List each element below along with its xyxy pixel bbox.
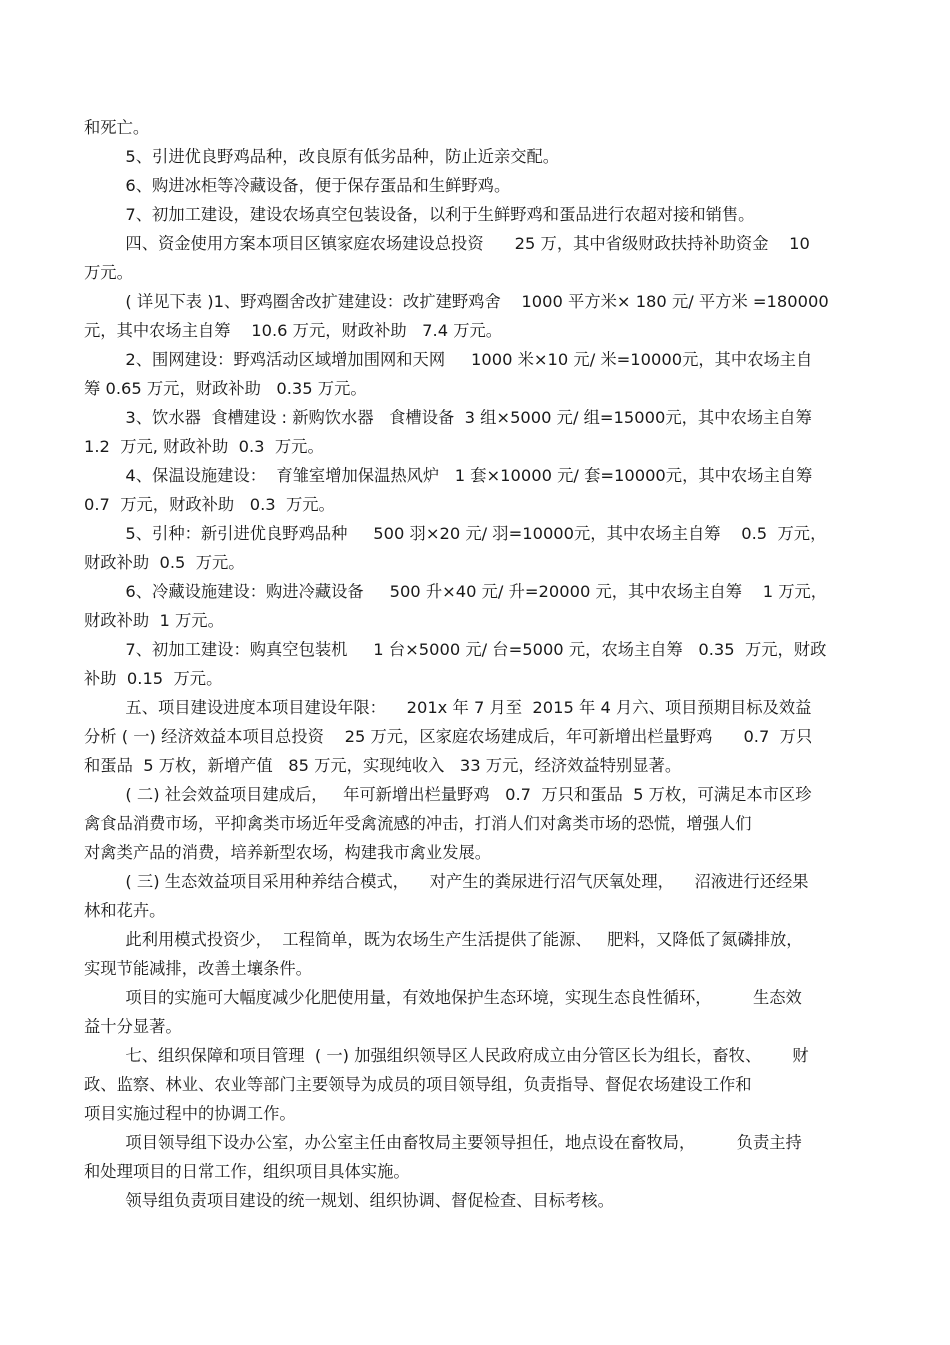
text-line: 和死亡。	[84, 118, 150, 137]
text-line: 元，其中农场主自筹 10.6 万元，财政补助 7.4 万元。	[84, 321, 503, 340]
text-line: 五、项目建设进度本项目建设年限： 201x 年 7 月至 2015 年 4 月六、项目预期目标及效益	[84, 698, 812, 717]
text-line: ( 二) 社会效益项目建成后， 年可新增出栏量野鸡 0.7 万只和蛋品 5 万枚，可满足本市区珍	[84, 785, 812, 804]
text-line: 领导组负责项目建设的统一规划、组织协调、督促检查、目标考核。	[84, 1191, 614, 1210]
text-line: 筹 0.65 万元，财政补助 0.35 万元。	[84, 379, 367, 398]
text-line: 3、饮水器 食槽建设 : 新购饮水器 食槽设备 3 组×5000 元/ 组=15000元，其中农场主自筹	[84, 408, 812, 427]
text-line: 和蛋品 5 万枚，新增产值 85 万元，实现纯收入 33 万元，经济效益特别显著。	[84, 756, 682, 775]
text-line: 和处理项目的日常工作，组织项目具体实施。	[84, 1162, 410, 1181]
text-line: 四、资金使用方案本项目区镇家庭农场建设总投资 25 万，其中省级财政扶持补助资金 10	[84, 234, 810, 253]
text-line: 此利用模式投资少， 工程简单，既为农场生产生活提供了能源、 肥料，又降低了氮磷排放，	[84, 930, 803, 949]
text-line: 4、保温设施建设： 育雏室增加保温热风炉 1 套×10000 元/ 套=10000元，其中农场主自筹	[84, 466, 813, 485]
text-line: 项目领导组下设办公室，办公室主任由畜牧局主要领导担任，地点设在畜牧局， 负责主持	[84, 1133, 802, 1152]
text-line: 财政补助 0.5 万元。	[84, 553, 245, 572]
text-line: 禽食品消费市场，平抑禽类市场近年受禽流感的冲击，打消人们对禽类市场的恐慌，增强人们	[84, 814, 752, 833]
text-line: 补助 0.15 万元。	[84, 669, 223, 688]
text-line: ( 三) 生态效益项目采用种养结合模式， 对产生的粪尿进行沼气厌氧处理， 沼液进行还经果	[84, 872, 809, 891]
text-line: 益十分显著。	[84, 1017, 182, 1036]
text-line: 5、引进优良野鸡品种，改良原有低劣品种，防止近亲交配。	[84, 147, 560, 166]
text-line: 林和花卉。	[84, 901, 166, 920]
text-line: 项目实施过程中的协调工作。	[84, 1104, 296, 1123]
text-line: 7、初加工建设：购真空包装机 1 台×5000 元/ 台=5000 元，农场主自筹 0.35 万元，财政	[84, 640, 827, 659]
text-line: ( 详见下表 )1、野鸡圈舍改扩建建设：改扩建野鸡舍 1000 平方米× 180 元/ 平方米 =180000	[84, 292, 829, 311]
text-line: 0.7 万元，财政补助 0.3 万元。	[84, 495, 335, 514]
text-line: 分析 ( 一) 经济效益本项目总投资 25 万元，区家庭农场建成后，年可新增出栏量野鸡 0.7 万只	[84, 727, 813, 746]
text-line: 万元。	[84, 263, 133, 282]
text-line: 对禽类产品的消费，培养新型农场，构建我市禽业发展。	[84, 843, 492, 862]
text-line: 6、购进冰柜等冷藏设备，便于保存蛋品和生鲜野鸡。	[84, 176, 511, 195]
text-line: 5、引种：新引进优良野鸡品种 500 羽×20 元/ 羽=10000元，其中农场主自筹 0.5 万元，	[84, 524, 827, 543]
text-line: 政、监察、林业、农业等部门主要领导为成员的项目领导组，负责指导、督促农场建设工作和	[84, 1075, 752, 1094]
text-line: 1.2 万元, 财政补助 0.3 万元。	[84, 437, 324, 456]
document-body	[84, 113, 870, 1215]
text-line: 财政补助 1 万元。	[84, 611, 224, 630]
text-line: 实现节能减排，改善土壤条件。	[84, 959, 312, 978]
text-line: 七、组织保障和项目管理 ( 一) 加强组织领导区人民政府成立由分管区长为组长，畜牧、 财	[84, 1046, 809, 1065]
text-line: 2、围网建设：野鸡活动区域增加围网和天网 1000 米×10 元/ 米=10000元，其中农场主自	[84, 350, 813, 369]
text-line: 项目的实施可大幅度减少化肥使用量，有效地保护生态环境，实现生态良性循环， 生态效	[84, 988, 802, 1007]
text-line: 6、冷藏设施建设：购进冷藏设备 500 升×40 元/ 升=20000 元，其中农场主自筹 1 万元，	[84, 582, 828, 601]
text-line: 7、初加工建设，建设农场真空包装设备，以利于生鲜野鸡和蛋品进行农超对接和销售。	[84, 205, 755, 224]
